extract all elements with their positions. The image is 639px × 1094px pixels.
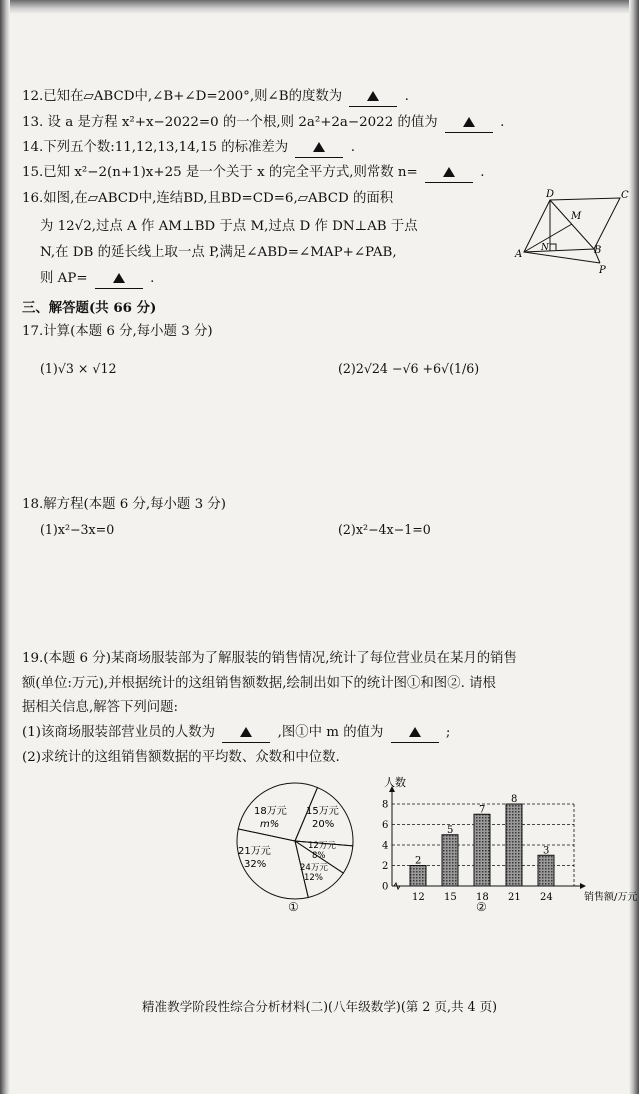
y-tick-label: 8 [382,799,389,811]
label-p: P [599,265,606,276]
q17-part-1: (1)√3 × √12 [40,361,117,376]
triangle-icon [367,91,379,101]
question-12 [22,88,409,107]
label-b: B [594,245,602,256]
bar-data-label: 2 [415,855,422,867]
y-tick-label: 0 [382,881,389,893]
q12-text: 12.已知在▱ABCD中,∠B+∠D=200°,则∠B的度数为 [22,89,343,104]
x-tick-label: 15 [444,892,457,903]
label-m: M [571,211,582,222]
section-3-heading: 三、解答题(共 66 分) [22,300,157,316]
pie-label-3: 24万元 [300,863,328,873]
x-axis-label: 销售额/万元 [584,892,638,903]
q18-part-1: (1)x²−3x=0 [40,522,115,537]
q19-part-1-c: ; [445,725,451,740]
y-tick-label: 4 [382,840,389,852]
pie-label-4: 21万元 [238,846,271,857]
pie-value-3: 12% [304,873,323,883]
answer-blank [295,139,343,158]
q19-part-2: (2)求统计的这组销售额数据的平均数、众数和中位数. [22,750,340,765]
bar-12 [410,866,426,887]
label-n: N [541,243,549,253]
bar-18 [474,814,490,886]
question-14 [22,139,355,158]
answer-blank [391,724,439,743]
q19-line-3: 据相关信息,解答下列问题: [22,700,179,715]
x-tick-label: 12 [412,892,425,903]
q16-line-3: N,在 DB 的延长线上取一点 P,满足∠ABD=∠MAP+∠PAB, [40,245,397,260]
q15-suffix: . [480,165,485,180]
q13-suffix: . [500,115,505,130]
q16-line-4 [40,270,154,289]
answer-blank [349,88,397,107]
q14-suffix: . [350,140,355,155]
pie-label-1: 15万元 [306,806,339,817]
pie-chart [232,778,358,904]
triangle-icon [313,142,325,152]
q19-part-1-a: (1)该商场服装部营业员的人数为 [22,725,216,740]
label-a: A [515,249,523,260]
y-tick-label: 6 [382,820,389,831]
pie-value-1: 20% [312,819,335,830]
triangle-icon [113,273,125,283]
q16-line-2: 为 12√2,过点 A 作 AM⊥BD 于点 M,过点 D 作 DN⊥AB 于点 [40,219,418,234]
right-angle-n [550,244,556,250]
label-c: C [621,190,629,201]
scan-edge-top [0,0,639,14]
q19-part-1 [22,724,450,743]
x-tick-label: 24 [540,892,553,903]
q18-part-2: (2)x²−4x−1=0 [338,522,431,537]
q19-line-2: 额(单位:万元),并根据统计的这组销售额数据,绘制出如下的统计图①和图②. 请根 [22,676,496,691]
triangle-icon [443,167,455,177]
q12-suffix: . [404,89,409,104]
bar-data-label: 5 [447,824,454,836]
q13-text: 13. 设 a 是方程 x²+x−2022=0 的一个根,则 2a²+2a−2022 的值为 [22,115,438,130]
triangle-icon [409,727,421,737]
answer-blank [445,114,493,133]
q15-text: 15.已知 x²−2(n+1)x+25 是一个关于 x 的完全平方式,则常数 n= [22,165,418,180]
q17-title: 17.计算(本题 6 分,每小题 3 分) [22,324,213,339]
q14-text: 14.下列五个数:11,12,13,14,15 的标准差为 [22,140,289,155]
answer-blank [425,164,473,183]
pie-caption: ① [288,900,299,914]
y-tick-label: 2 [382,861,389,872]
bar-data-label: 8 [511,794,518,805]
pie-value-0: m% [260,819,280,830]
question-13 [22,114,504,133]
y-axis-label: 人数 [384,776,406,789]
bar-data-label: 3 [543,845,550,857]
bar-15 [442,835,458,886]
answer-blank [222,724,270,743]
x-tick-label: 18 [476,892,489,903]
x-tick-label: 21 [508,892,521,903]
q16-suffix: . [150,271,155,286]
x-axis-arrow [580,883,586,889]
label-d: D [546,189,555,200]
q16-line-4-text: 则 AP= [40,271,88,286]
segment-ap [524,252,600,263]
scan-edge-right [629,0,639,1094]
q17-part-2: (2)2√24 −√6 +6√(1/6) [338,361,480,376]
parallelogram-figure [510,186,630,276]
bar-data-label: 7 [479,804,486,816]
bar-caption: ② [476,900,487,914]
pie-label-2: 12万元 [308,841,336,851]
triangle-icon [463,117,475,127]
bar-21 [506,804,522,886]
pie-value-4: 32% [244,859,267,870]
triangle-icon [240,727,252,737]
q16-line-1: 16.如图,在▱ABCD中,连结BD,且BD=CD=6,▱ABCD 的面积 [22,191,394,206]
pie-label-0: 18万元 [254,806,287,817]
answer-blank [95,270,143,289]
bar-24 [538,855,554,886]
page-footer: 精准教学阶段性综合分析材料(二)(八年级数学)(第 2 页,共 4 页) [141,999,498,1014]
q19-part-1-b: ,图①中 m 的值为 [277,725,384,740]
q19-line-1: 19.(本题 6 分)某商场服装部为了解服装的销售情况,统计了每位营业员在某月的销售 [22,651,517,666]
q18-title: 18.解方程(本题 6 分,每小题 3 分) [22,497,226,512]
scan-edge-left [0,0,10,1094]
question-15 [22,164,485,183]
pie-value-2: 8% [312,851,326,861]
bar-chart [362,772,638,912]
